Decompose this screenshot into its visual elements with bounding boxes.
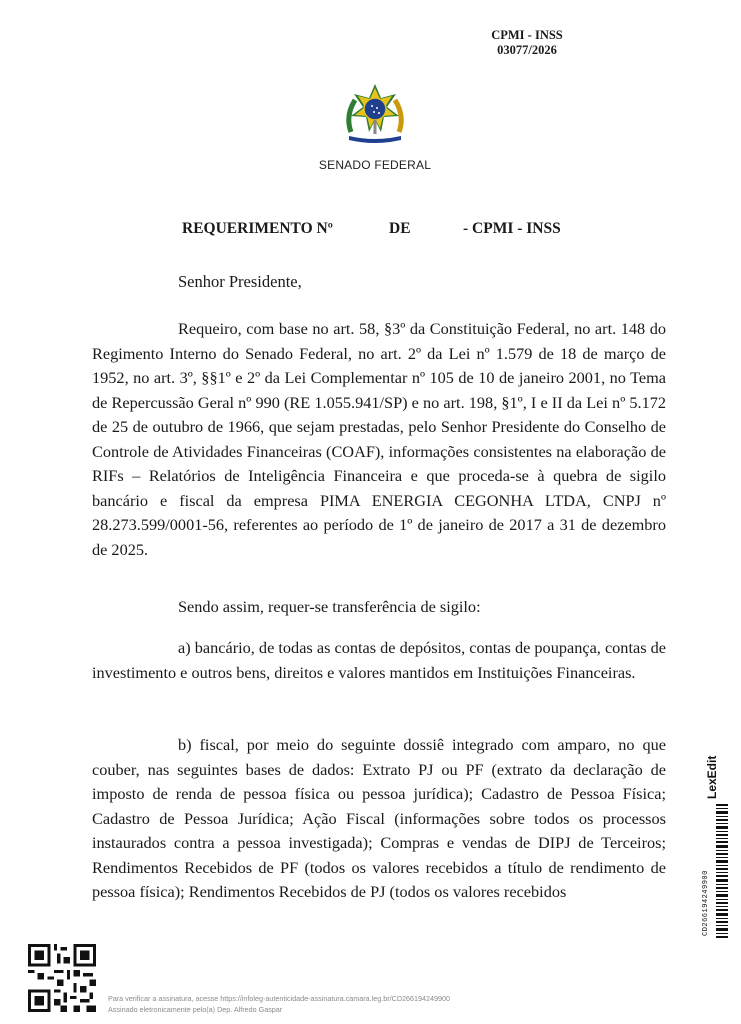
code-line-2: 03077/2026 <box>497 43 557 57</box>
title-requerimento: REQUERIMENTO Nº <box>182 220 333 237</box>
signature-footer <box>108 993 450 1015</box>
lexedit-label: LexEdit <box>705 755 719 799</box>
brazil-coat-of-arms-icon <box>341 82 409 144</box>
paragraph-request: Requeiro, com base no art. 58, §3º da Constituição Federal, no art. 148 do Regimento Interno do Senado Federal, no art. 2º da Lei nº 1.579 de 18 de março de 1952, no art. 3º, §§1º e 2º da Lei Complementar nº 105 de 10 de janeiro 2001, no Tema de Repercussão Geral nº 990 (RE 1.055.941/SP) e no art. 198, §1º, I e II da Lei nº 5.172 de 25 de outubro de 1966, que sejam prestadas, pelo Senhor Presidente do Conselho de Controle de Atividades Financeiras (COAF), informações consistentes na elaboração de RIFs – Relatórios de Inteligência Financeira e que proceda-se à quebra de sigilo bancário e fiscal da empresa PIMA ENERGIA CEGONHA LTDA, CNPJ nº 28.273.599/0001-56, referentes ao período de 1º de janeiro de 2017 a 31 de dezembro de 2025. <box>92 319 666 559</box>
greeting: Senhor Presidente, <box>178 272 302 291</box>
title-committee: - CPMI - INSS <box>463 220 561 237</box>
barcode-digits: CD266194249900 <box>702 870 710 936</box>
barcode-icon <box>716 804 728 938</box>
signer-line: Assinado eletronicamente pelo(a) Dep. Alfredo Gaspar <box>108 1005 283 1014</box>
paragraph-item-b: b) fiscal, por meio do seguinte dossiê integrado com amparo, no que couber, nas seguintes bases de dados: Extrato PJ ou PF (extrato da declaração de imposto de renda de pessoa física ou pessoa jurídica); Cadastro de Pessoa Física; Cadastro de Pessoa Jurídica; Ação Fiscal (informações sobre todos os processos instaurados contra a pessoa investigada); Compras e vendas de DIPJ de Terceiros; Rendimentos Recebidos de PF (todos os valores recebidos a título de rendimento de pessoa física); Rendimentos Recebidos de PJ (todos os valores recebidos <box>92 735 666 901</box>
qr-code-icon[interactable] <box>28 944 96 1012</box>
code-line-1: CPMI - INSS <box>491 28 563 42</box>
document-title <box>0 220 741 240</box>
verification-link[interactable]: Para verificar a assinatura, acesse https://infoleg-autenticidade-assinatura.camara.leg.br/CD266194249900 <box>108 994 451 1003</box>
document-code <box>472 28 582 58</box>
paragraph-item-a: a) bancário, de todas as contas de depósitos, contas de poupança, contas de investimento e outros bens, direitos e valores mantidos em Instituições Financeiras. <box>92 638 666 682</box>
institution-name: SENADO FEDERAL <box>318 158 432 172</box>
paragraph-transfer: Sendo assim, requer-se transferência de sigilo: <box>178 597 481 616</box>
title-de: DE <box>389 220 411 237</box>
